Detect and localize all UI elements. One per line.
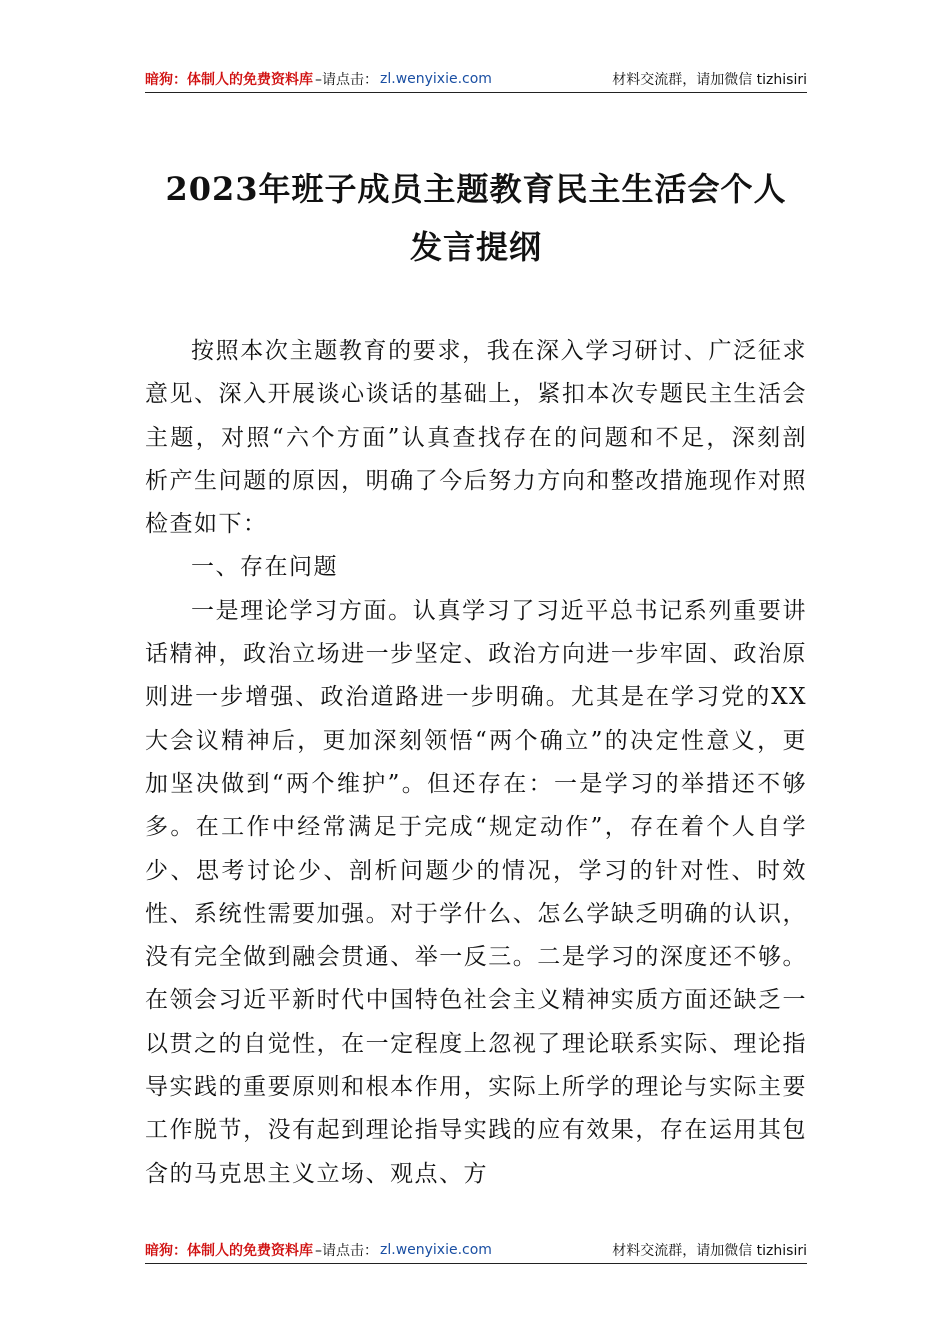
section-paragraph: 一是理论学习方面。认真学习了习近平总书记系列重要讲话精神，政治立场进一步坚定、政治方向进一步牢固、政治原则进一步增强、政治道路进一步明确。尤其是在学习党的XX大会议精神后，更加深刻领悟“两个确立”的决定性意义，更加坚决做到“两个维护”。但还存在：一是学习的举措还不够多。在工作中经常满足于完成“规定动作”，存在着个人自学少、思考讨论少、剖析问题少的情况，学习的针对性、时效性、系统性需要加强。对于学什么、怎么学缺乏明确的认识，没有完全做到融会贯通、举一反三。二是学习的深度还不够。在领会习近平新时代中国特色社会主义精神实质方面还缺乏一以贯之的自觉性，在一定程度上忽视了理论联系实际、理论指导实践的重要原则和根本作用，实际上所学的理论与实际主要工作脱节，没有起到理论指导实践的应有效果，存在运用其包含的马克思主义立场、观点、方 <box>145 597 807 1187</box>
site-link[interactable]: zl.wenyixie.com <box>380 71 492 87</box>
footer-banner <box>145 1237 807 1264</box>
header-banner-left <box>145 69 492 89</box>
wechat-group-text: 材料交流群，请加微信 tizhisiri <box>612 72 807 88</box>
site-link[interactable]: zl.wenyixie.com <box>380 1242 492 1258</box>
document-title <box>145 160 807 276</box>
intro-paragraph: 按照本次主题教育的要求，我在深入学习研讨、广泛征求意见、深入开展谈心谈话的基础上，紧扣本次专题民主生活会主题，对照“六个方面”认真查找存在的问题和不足，深刻剖析产生问题的原因，明确了今后努力方向和整改措施现作对照检查如下： <box>145 338 807 538</box>
header-banner <box>145 66 807 93</box>
title-line-1: 2023年班子成员主题教育民主生活会个人 <box>165 170 787 208</box>
wechat-group-text: 材料交流群，请加微信 tizhisiri <box>612 1243 807 1259</box>
click-prompt: –请点击： <box>315 1243 378 1259</box>
site-name: 暗狗：体制人的免费资料库 <box>145 1243 313 1259</box>
document-body <box>145 330 807 1196</box>
footer-banner-left <box>145 1240 492 1260</box>
section-heading: 一、存在问题 <box>191 554 338 581</box>
site-name: 暗狗：体制人的免费资料库 <box>145 72 313 88</box>
title-line-2: 发言提纲 <box>409 228 542 266</box>
click-prompt: –请点击： <box>315 72 378 88</box>
